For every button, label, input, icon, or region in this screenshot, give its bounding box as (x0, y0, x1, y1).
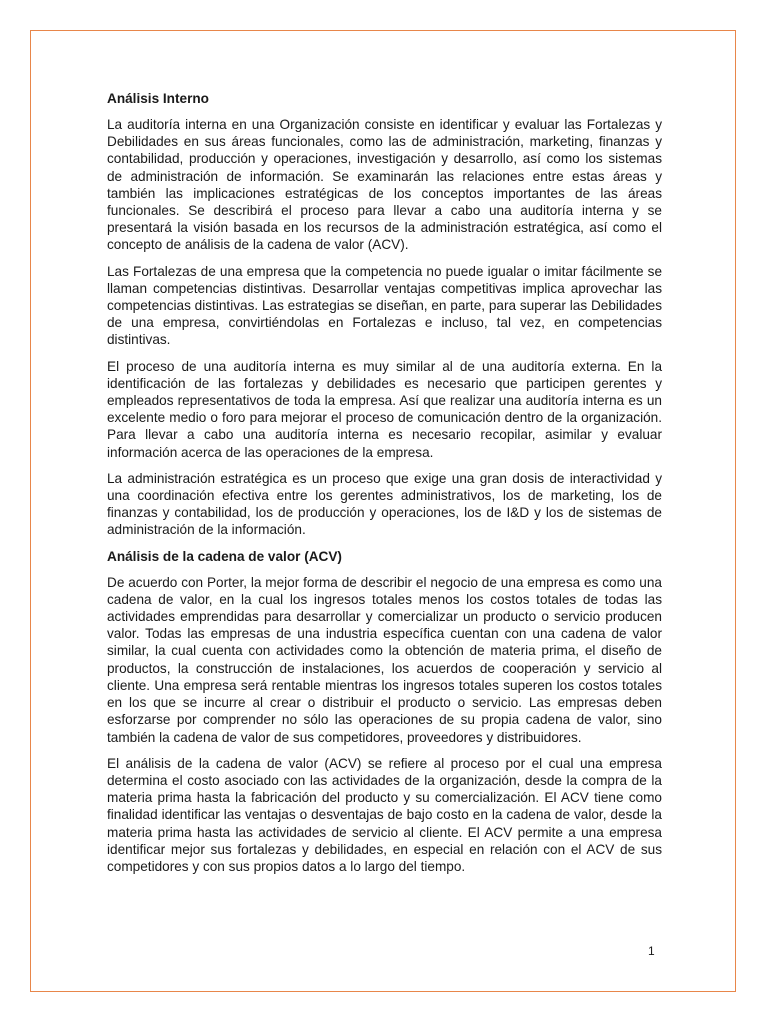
page-number: 1 (648, 944, 655, 958)
paragraph: El proceso de una auditoría interna es muy similar al de una auditoría externa. En la identificación de las fortalezas y debilidades es necesario que participen gerentes y empleados representativos de toda la empresa. Así que realizar una auditoría interna es un excelente medio o foro para mejorar el proceso de comunicación dentro de la organización. Para llevar a cabo una auditoría interna es necesario recopilar, asimilar y evaluar información acerca de las operaciones de la empresa. (107, 358, 662, 460)
paragraph: La auditoría interna en una Organización consiste en identificar y evaluar las Fortalezas y Debilidades en sus áreas funcionales, como las de administración, marketing, finanzas y contabilidad, producción y operaciones, investigación y desarrollo, así como los sistemas de administración de información. Se examinarán las relaciones entre estas áreas y también las implicaciones estratégicas de los conceptos importantes de las áreas funcionales. Se describirá el proceso para llevar a cabo una auditoría interna y se presentará la visión basada en los recursos de la administración estratégica, así como el concepto de análisis de la cadena de valor (ACV). (107, 117, 662, 253)
section-heading-cadena-de-valor: Análisis de la cadena de valor (ACV) (107, 548, 342, 564)
paragraph: El análisis de la cadena de valor (ACV) se refiere al proceso por el cual una empresa determina el costo asociado con las actividades de la organización, desde la compra de la materia prima hasta la fabricación del producto y su comercialización. El ACV tiene como finalidad identificar las ventajas o desventajas de bajo costo en la cadena de valor, desde la materia prima hasta las actividades de servicio al cliente. El ACV permite a una empresa identificar mejor sus fortalezas y debilidades, en especial en relación con el ACV de sus competidores y con sus propios datos a lo largo del tiempo. (107, 755, 662, 874)
paragraph: Las Fortalezas de una empresa que la competencia no puede igualar o imitar fácilmente se llaman competencias distintivas. Desarrollar ventajas competitivas implica aprovechar las competencias distintivas. Las estrategias se diseñan, en parte, para superar las Debilidades de una empresa, convirtiéndolas en Fortalezas e incluso, tal vez, en competencias distintivas. (107, 263, 662, 348)
section-heading-analisis-interno: Análisis Interno (107, 91, 209, 106)
paragraph: De acuerdo con Porter, la mejor forma de describir el negocio de una empresa es como una cadena de valor, en la cual los ingresos totales menos los costos totales de todas las actividades emprendidas para desarrollar y comercializar un producto o servicio producen valor. Todas las empresas de una industria específica cuentan con una cadena de valor similar, la cual cuenta con actividades como la obtención de materia prima, el diseño de productos, la construcción de instalaciones, los acuerdos de cooperación y servicio al cliente. Una empresa será rentable mientras los ingresos totales superen los costos totales en los que se incurre al crear o distribuir el producto o servicio. Las empresas deben esforzarse por comprender no sólo las operaciones de su propia cadena de valor, sino también la cadena de valor de sus competidores, proveedores y distribuidores. (107, 574, 662, 745)
document-body (107, 90, 662, 884)
paragraph: La administración estratégica es un proceso que exige una gran dosis de interactividad y una coordinación efectiva entre los gerentes administrativos, los de marketing, los de finanzas y contabilidad, los de producción y operaciones, los de I&D y los de sistemas de administración de la información. (107, 470, 662, 538)
